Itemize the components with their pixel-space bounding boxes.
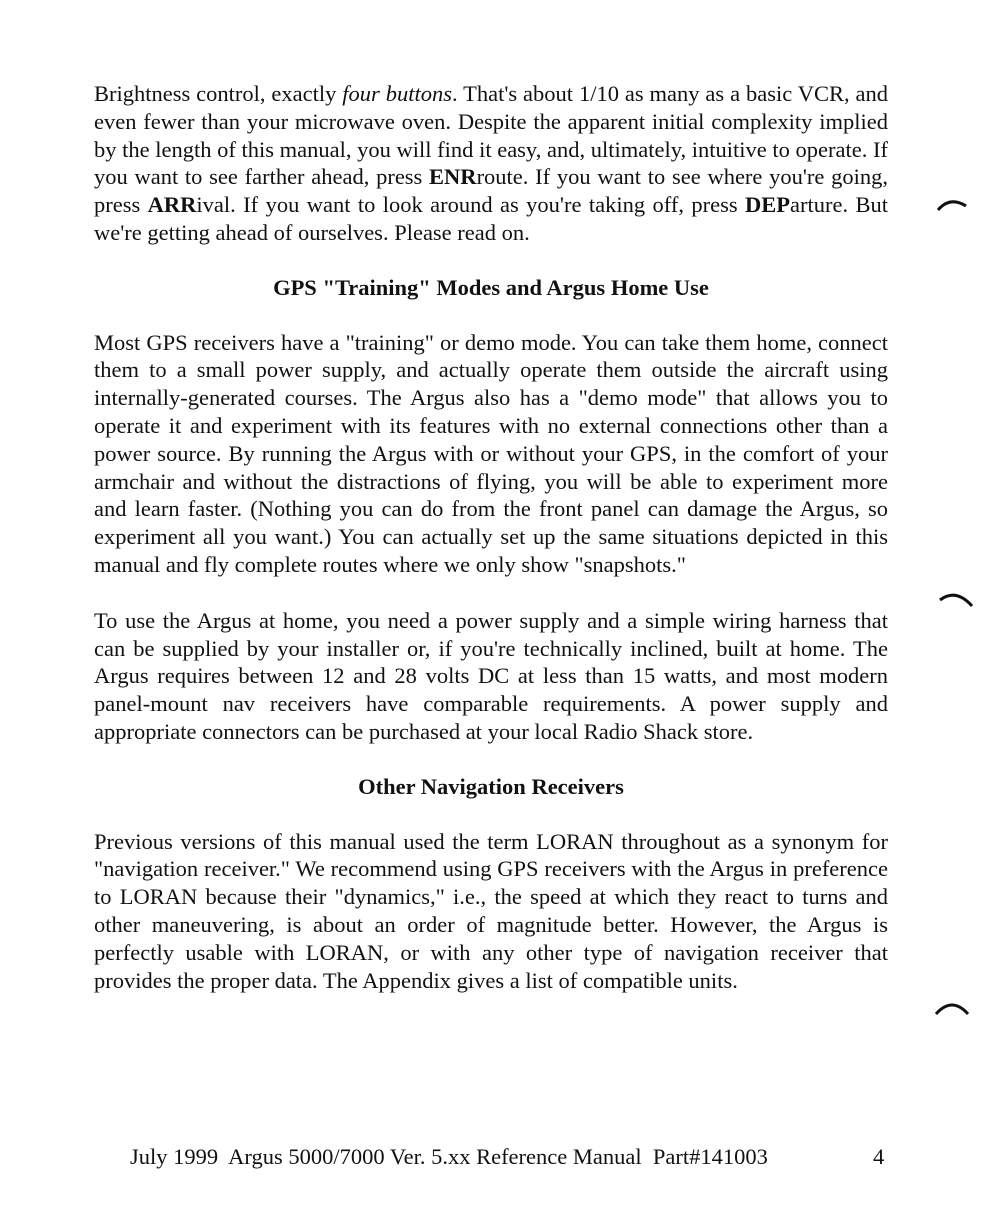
intro-text-2: . That's about 1/10 as many as a basic VCR, and even fewer than your microwave oven. Despite the apparent initial complexity implied by the length of this manual, you will find it easy, and, ultimately, intuitive to operate. If you want to see farther ahead, press (94, 81, 888, 190)
section-heading-other-receivers: Other Navigation Receivers (358, 773, 624, 799)
section-heading-gps-training: GPS "Training" Modes and Argus Home Use (273, 274, 709, 300)
intro-emphasis: four buttons (342, 81, 452, 106)
binding-mark-icon (938, 590, 974, 610)
dep-key-bold: DEP (745, 192, 790, 218)
binding-mark-icon (934, 998, 970, 1018)
enr-key-bold: ENR (429, 164, 477, 190)
paragraph-other-receivers: Previous versions of this manual used the term LORAN throughout as a synonym for "navigation receiver." We recommend using GPS receivers with the Argus in preference to LORAN because their "dynamics," i.e., the speed at which they react to turns and other maneuvering, is about an order of magnitude better. However, the Argus is perfectly usable with LORAN, or with any other type of navigation receiver that provides the proper data. The Appendix gives a list of compatible units. (94, 828, 888, 993)
page-content (94, 80, 888, 994)
intro-text-1: Brightness control, exactly (94, 81, 343, 106)
page-footer: July 1999 Argus 5000/7000 Ver. 5.xx Reference Manual Part#141003 (130, 1144, 768, 1169)
paragraph-gps-training: Most GPS receivers have a "training" or demo mode. You can take them home, connect them to a small power supply, and actually operate them outside the aircraft using internally-generated courses. The Argus also has a "demo mode" that allows you to operate it and experiment with its features with no external connections other than a power source. By running the Argus with or without your GPS, in the comfort of your armchair and without the distractions of flying, you will be able to experiment more and learn faster. (Nothing you can do from the front panel can damage the Argus, so experiment all you want.) You can actually set up the same situations depicted in this manual and fly complete routes where we only show "snapshots." (94, 329, 888, 577)
intro-text-4: . If you want to look around as you're taking off, press (230, 192, 745, 218)
arr-key-bold: ARR (147, 192, 197, 218)
enr-key-rest: route (476, 164, 523, 190)
intro-text-5: . But we're getting ahead of ourselves. Please read on. (94, 192, 889, 245)
intro-paragraph (94, 80, 888, 247)
dep-key-rest: arture (790, 192, 843, 218)
page-number: 4 (873, 1144, 885, 1169)
arr-key-rest: ival (196, 192, 231, 218)
binding-mark-icon (936, 194, 972, 214)
paragraph-home-use: To use the Argus at home, you need a power supply and a simple wiring harness that can be supplied by your installer or, if you're technically inclined, built at home. The Argus requires between 12 and 28 volts DC at less than 15 watts, and most modern panel-mount nav receivers have comparable requirements. A power supply and appropriate connectors can be purchased at your local Radio Shack store. (94, 607, 888, 744)
intro-text-3: . If you want to see where you're going, press (94, 164, 889, 218)
